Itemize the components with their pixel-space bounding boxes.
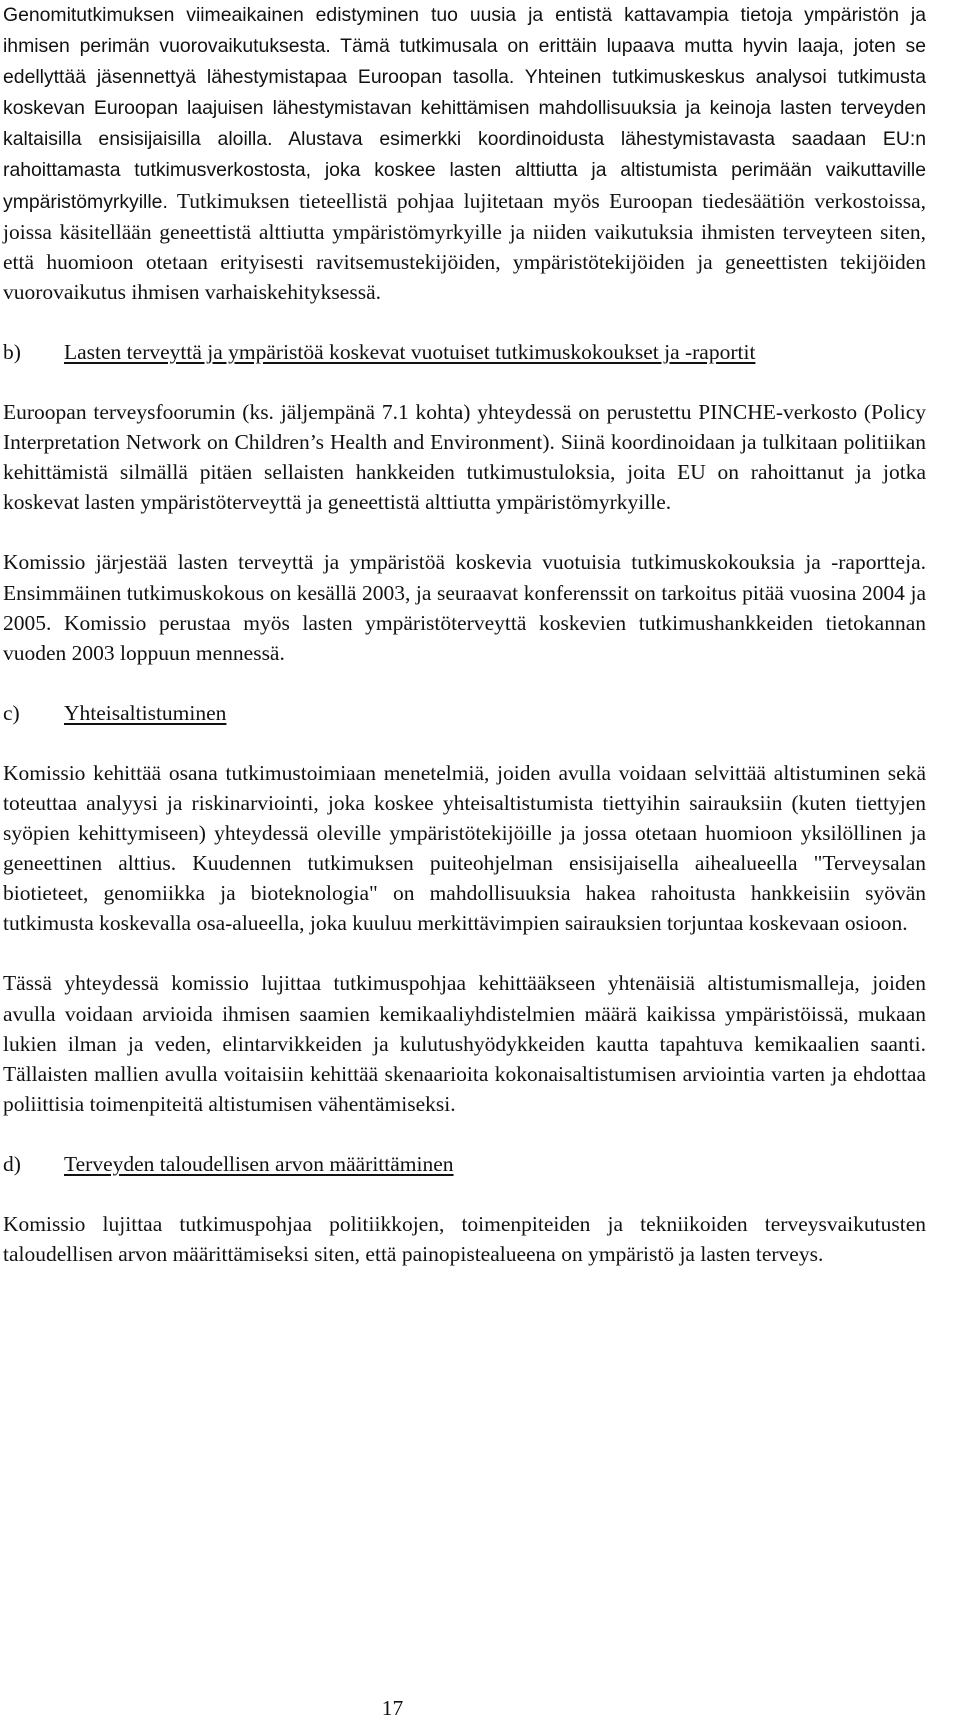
- section-b-paragraph-1: Euroopan terveysfoorumin (ks. jäljempänä 7.1 kohta) yhteydessä on perustettu PINCHE-verkosto (Policy Interpretation Network on Children’s Health and Environment). Siinä koordinoidaan ja tulkitaan politiikan kehittämistä silmällä pitäen sellaisten hankkeiden tutkimustuloksia, joita EU on rahoittanut ja jotka koskevat lasten ympäristöterveyttä ja geneettistä alttiutta ympäristömyrkyille.: [3, 400, 926, 515]
- page-number: 17: [381, 1696, 404, 1720]
- section-c-paragraph-2: Tässä yhteydessä komissio lujittaa tutkimuspohjaa kehittääkseen yhtenäisiä altistumismalleja, joiden avulla voidaan arvioida ihmisen saamien kemikaaliyhdistelmien määrä kaikissa ympäristöissä, mukaan lukien ilman ja veden, elintarvikkeiden ja kulutushyödykkeiden kautta tapahtuva kemikaalien saanti. Tällaisten mallien avulla voitaisiin kehittää skenaarioita kokonaisaltistumisen arviointia varten ja ehdottaa poliittisia toimenpiteitä altistumisen vähentämiseksi.: [3, 971, 926, 1116]
- document-body: [3, 0, 926, 1299]
- intro-serif-text: Tutkimuksen tieteellistä pohjaa lujitetaan myös Euroopan tiedesäätiön verkostoissa, joissa käsitellään geneettistä alttiutta ympäristömyrkyille ja niiden vaikutuksia ihmisten terveyteen siten, että huomioon otetaan erityisesti ravitsemustekijöiden, ympäristötekijöiden ja geneettisten tekijöiden vuorovaikutus ihmisen varhaiskehityksessä.: [3, 188, 926, 304]
- section-c-letter: c): [3, 700, 20, 725]
- section-b-letter: b): [3, 339, 21, 364]
- section-b-heading: [3, 337, 926, 367]
- section-c-heading: [3, 698, 926, 728]
- section-c-paragraph-1: Komissio kehittää osana tutkimustoimiaan menetelmiä, joiden avulla voidaan selvittää altistuminen sekä toteuttaa analyysi ja riskinarviointi, joka koskee yhteisaltistumista tiettyihin sairauksiin (kuten tiettyjen syöpien kehittymiseen) yhteydessä oleville ympäristötekijöille ja jossa otetaan huomioon yksilöllinen ja geneettinen alttius. Kuudennen tutkimuksen puiteohjelman ensisijaisella aihealueella "Terveysalan biotieteet, genomiikka ja bioteknologia" on mahdollisuuksia hakea rahoitusta hankkeisiin syövän tutkimusta koskevalla osa-alueella, joka kuuluu merkittävimpien sairauksien torjuntaa koskevaan osioon.: [3, 760, 926, 936]
- section-b-title: Lasten terveyttä ja ympäristöä koskevat vuotuiset tutkimuskokoukset ja -raportit: [64, 339, 756, 364]
- section-d-paragraph-1: Komissio lujittaa tutkimuspohjaa politiikkojen, toimenpiteiden ja tekniikoiden terveysvaikutusten taloudellisen arvon määrittämiseksi siten, että painopistealueena on ympäristö ja lasten terveys.: [3, 1212, 926, 1267]
- section-d-title: Terveyden taloudellisen arvon määrittäminen: [64, 1151, 454, 1176]
- intro-paragraph: [3, 0, 926, 307]
- section-c-title: Yhteisaltistuminen: [64, 700, 227, 725]
- section-b-paragraph-2: Komissio järjestää lasten terveyttä ja ympäristöä koskevia vuotuisia tutkimuskokouksia ja -raportteja. Ensimmäinen tutkimuskokous on kesällä 2003, ja seuraavat konferenssit on tarkoitus pitää vuosina 2004 ja 2005. Komissio perustaa myös lasten ympäristöterveyttä koskevien tutkimushankkeiden tietokannan vuoden 2003 loppuun mennessä.: [3, 550, 926, 665]
- section-d-heading: [3, 1149, 926, 1179]
- section-d-letter: d): [3, 1151, 21, 1176]
- intro-sans-text: Genomitutkimuksen viimeaikainen edistyminen tuo uusia ja entistä kattavampia tietoja ympäristön ja ihmisen perimän vuorovaikutuksesta. Tämä tutkimusala on erittäin lupaava mutta hyvin laaja, joten se edellyttää jäsennettyä lähestymistapaa Euroopan tasolla. Yhteinen tutkimuskeskus analysoi tutkimusta koskevan Euroopan laajuisen lähestymistavan kehittämisen mahdollisuuksia ja keinoja lasten terveyden kaltaisilla ensisijaisilla aloilla. Alustava esimerkki koordinoidusta lähestymistavasta saadaan EU:n rahoittamasta tutkimusverkostosta, joka koskee lasten alttiutta ja altistumista perimään vaikuttaville ympäristömyrkyille.: [3, 4, 926, 213]
